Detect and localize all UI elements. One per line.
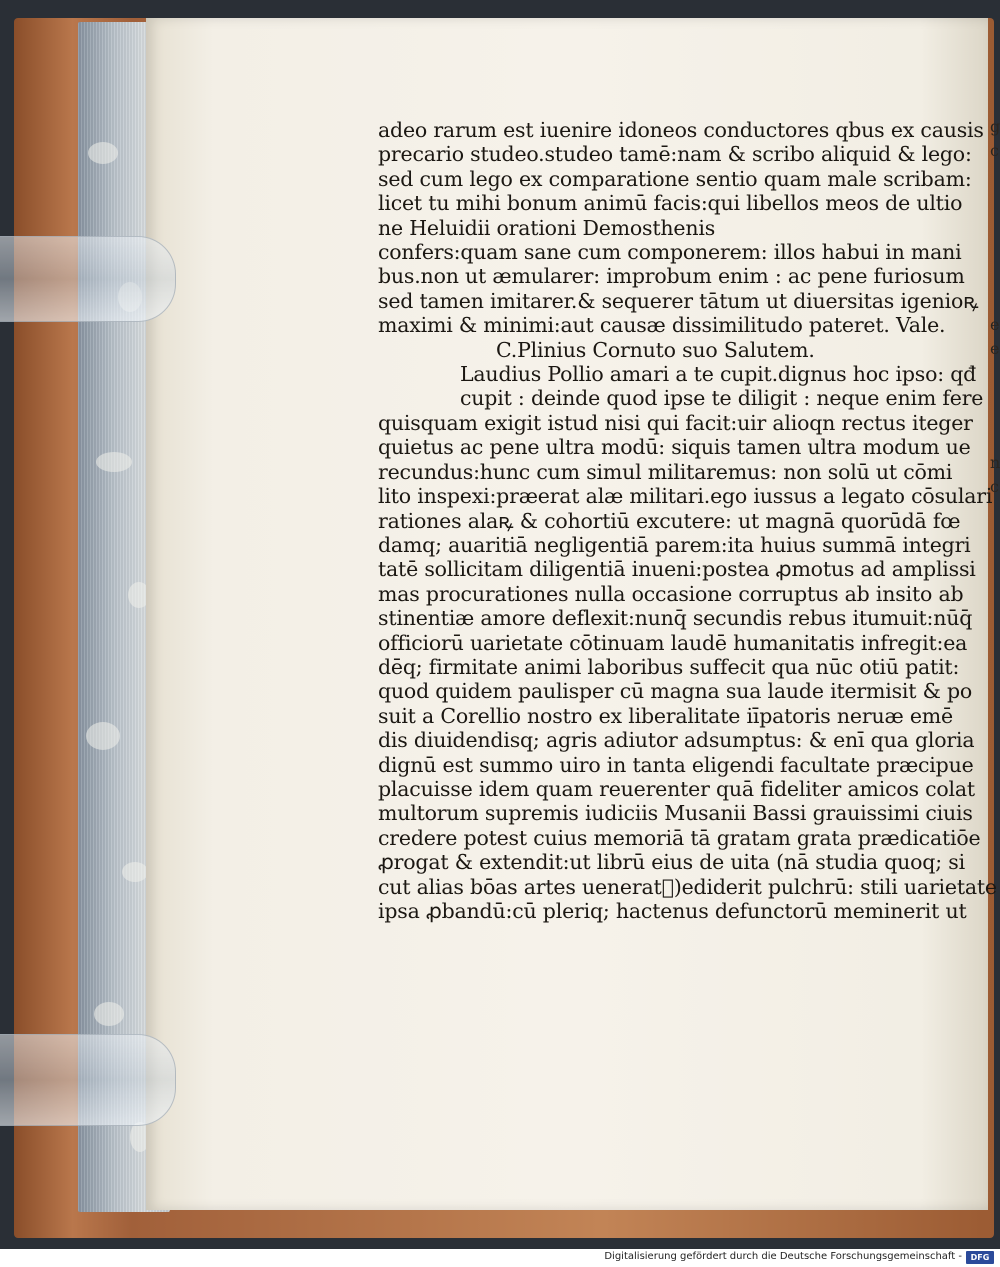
text-line: sed cum lego ex comparatione sentio quam male scribam: (378, 166, 972, 191)
text-line: adeo rarum est iuenire idoneos conductores qbus ex causis (378, 118, 984, 142)
text-line: quod quidem paulisper cū magna sua laude itermisit & po (378, 679, 973, 704)
text-line: recundus:hunc cum simul militaremus: non solū ut cōmi (378, 459, 953, 484)
text-line: rationes alaꝶ & cohortiū excutere: ut magnā quorūdā fœ (378, 508, 961, 533)
edge-glyph: g (990, 117, 1000, 136)
text-line: quietus ac pene ultra modū: siquis tamen ultra modum ue (378, 435, 971, 460)
text-line: placuisse idem quam reuerenter quā fideliter amicos colat (378, 776, 975, 801)
facing-page-edge-text (990, 115, 1000, 499)
printed-text-block (378, 118, 997, 923)
text-line: ipsa ꝓbandū:cū pleriq; hactenus defunctorū meminerit ut (378, 899, 967, 923)
edge-glyph: n (990, 453, 1000, 472)
page-clip-top (0, 236, 176, 322)
text-line: sed tamen imitarer.& sequerer tātum ut diuersitas igenioꝶ (378, 288, 979, 313)
text-line: mas procurationes nulla occasione corruptus ab insito ab (378, 581, 964, 606)
text-line: quisquam exigit istud nisi qui facit:uir alioqn rectus iteger (378, 410, 973, 435)
edge-glyph: e (990, 339, 1000, 358)
text-line: cut alias bōas artes ueneratᷣ)ediderit pulchrū: stili uarietate (378, 874, 997, 899)
text-line: maximi & minimi:aut causæ dissimilitudo pateret. Vale. (378, 313, 946, 338)
text-line: bus.non ut æmularer: improbum enim : ac pene furiosum (378, 264, 965, 289)
letter-heading: C.Plinius Cornuto suo Salutem. (496, 337, 815, 362)
text-line: ne Heluidii orationi Demosthenis (378, 215, 716, 240)
text-line: licet tu mihi bonum animū facis:qui libellos meos de ultio (378, 191, 963, 216)
text-line: ꝓrogat & extendit:ut librū eius de uita (nā studia quoq; si (378, 850, 965, 875)
text-line: cupit : deinde quod ipse te diligit : neque enim fere (460, 386, 984, 411)
text-line: Laudius Pollio amari a te cupit.dignus hoc ipso: qđ (460, 362, 977, 387)
text-line: dignū est summo uiro in tanta eligendi facultate præcipue (378, 752, 974, 777)
text-line: credere potest cuius memoriā tā gratam grata prædicatiōe (378, 825, 981, 850)
text-line: officiorū uarietate cōtinuam laudē humanitatis infregit:ea (378, 630, 968, 655)
text-line: dēq; firmitate animi laboribus suffecit qua nūc otiū patit: (378, 654, 960, 679)
edge-glyph: c (990, 477, 999, 496)
text-line: lito inspexi:præerat alæ militari.ego iussus a legato cōsulari (378, 484, 993, 509)
edge-glyph: e (990, 315, 1000, 334)
text-line: damq; auaritiā negligentiā parem:ita huius summā integri (378, 532, 971, 557)
text-line: stinentiæ amore deflexit:nunq̄ secundis rebus itumuit:nūq̄ (378, 606, 973, 631)
page-clip-bottom (0, 1034, 176, 1126)
text-line: tatē sollicitam diligentiā inueni:postea ꝓmotus ad amplissi (378, 557, 976, 582)
text-line: dis diuidendisq; agris adiutor adsumptus: & enī qua gloria (378, 728, 975, 753)
text-line: precario studeo.studeo tamē:nam & scribo aliquid & lego: (378, 142, 972, 167)
text-line: suit a Corellio nostro ex liberalitate iīpatoris neruæ emē (378, 703, 953, 728)
dfg-logo: DFG (966, 1251, 994, 1264)
text-line: confers:quam sane cum componerem: illos habui in mani (378, 240, 962, 265)
funding-credit: Digitalisierung gefördert durch die Deutsche Forschungsgemeinschaft - (604, 1251, 962, 1262)
text-line: multorum supremis iudiciis Musanii Bassi grauissimi ciuis (378, 801, 973, 826)
edge-glyph: c (990, 141, 999, 160)
